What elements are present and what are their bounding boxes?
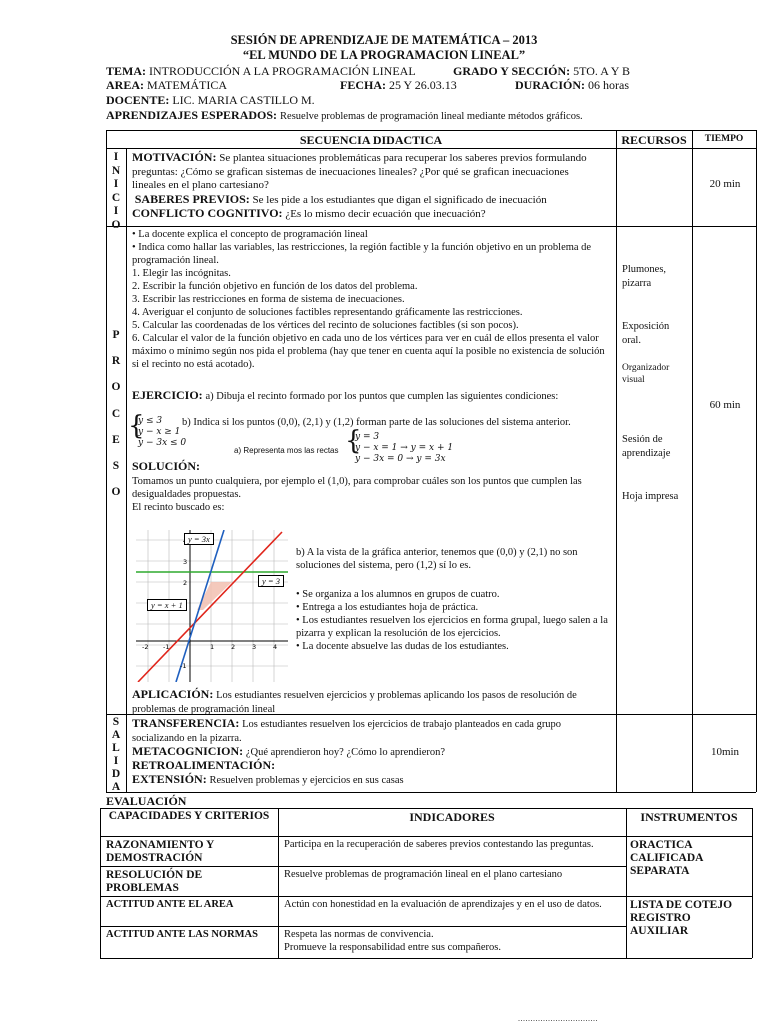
recurso-exposicion: Exposición oral. bbox=[622, 321, 670, 346]
conflicto-label: CONFLICTO COGNITIVO: bbox=[132, 206, 283, 220]
step-line: 2. Escribir la función objetivo en función de los datos del problema. bbox=[132, 281, 418, 293]
aprendizajes-row bbox=[106, 108, 583, 124]
cap-actitud-area: ACTITUD ANTE EL AREA bbox=[106, 899, 234, 910]
page-subtitle: “EL MUNDO DE LA PROGRAMACION LINEAL” bbox=[242, 48, 526, 62]
cap-resolucion: RESOLUCIÓN DE PROBLEMAS bbox=[106, 869, 203, 895]
retro-label: RETROALIMENTACIÓN: bbox=[132, 758, 276, 772]
svg-text:2: 2 bbox=[183, 579, 188, 587]
svg-text:2: 2 bbox=[231, 643, 236, 651]
proceso-steps bbox=[132, 228, 612, 371]
area-row bbox=[106, 78, 227, 93]
lines-brace: { bbox=[345, 426, 362, 456]
tema-label: TEMA: bbox=[106, 64, 146, 78]
extension-text: Resuelven problemas y ejercicios en sus casas bbox=[209, 775, 404, 786]
ejercicio-text: a) Dibuja el recinto formado por los puntos que cumplen las siguientes condiciones: bbox=[205, 391, 559, 402]
ejercicio-b: b) Indica si los puntos (0,0), (2,1) y (1,2) forman parte de las soluciones del sistema anterior. bbox=[182, 417, 571, 428]
col-tiempo: TIEMPO bbox=[704, 134, 744, 144]
evaluacion-title: EVALUACIÓN bbox=[106, 794, 187, 808]
step-line: 4. Averiguar el conjunto de soluciones factibles representando gráficamente las restricciones. bbox=[132, 307, 523, 319]
inicio-vertical: I N I C I O bbox=[111, 151, 121, 231]
lines-system: y = 3 y − x = 1 → y = x + 1 y − 3x = 0 → y = 3x bbox=[355, 432, 454, 464]
conflicto-cognitivo bbox=[132, 206, 612, 222]
col-recursos: RECURSOS bbox=[621, 133, 687, 147]
tema-row bbox=[106, 64, 416, 79]
step-line: • Indica como hallar las variables, las restricciones, la región factible y la función objetivo en un problema de programación lineal. bbox=[132, 242, 592, 267]
duracion-row bbox=[515, 78, 629, 93]
extension bbox=[132, 772, 612, 788]
transferencia bbox=[132, 716, 612, 745]
tema-value: INTRODUCCIÓN A LA PROGRAMACIÓN LINEAL bbox=[149, 64, 416, 78]
conflicto-text: ¿Es lo mismo decir ecuación que inecuación? bbox=[285, 208, 486, 220]
cap-razonamiento: RAZONAMIENTO Y DEMOSTRACIÓN bbox=[106, 839, 214, 865]
motivacion-label: MOTIVACIÓN: bbox=[132, 150, 217, 164]
docente-value: LIC. MARIA CASTILLO M. bbox=[172, 93, 315, 107]
svg-text:1: 1 bbox=[210, 643, 215, 651]
grado-label: GRADO Y SECCIÓN: bbox=[453, 64, 571, 78]
aplicacion bbox=[132, 687, 612, 716]
solucion-text: Tomamos un punto cualquiera, por ejemplo el (1,0), para comprobar cuáles son los puntos que cumplen las desigualdades propuestas. bbox=[132, 475, 582, 500]
recurso-hoja: Hoja impresa bbox=[622, 491, 679, 502]
duracion-label: DURACIÓN: bbox=[515, 78, 585, 92]
docente-row bbox=[106, 93, 315, 108]
ejercicio bbox=[132, 388, 612, 404]
proceso-vertical: P R O C E S O bbox=[111, 329, 121, 499]
inicio-time: 20 min bbox=[709, 178, 741, 190]
ind-actitud-normas: Respeta las normas de convivencia. Promueve la responsabilidad entre sus compañeros. bbox=[284, 929, 501, 953]
step-line: 3. Escribir las restricciones en forma de sistema de inecuaciones. bbox=[132, 294, 405, 306]
bullet-item: • Entrega a los estudiantes hoja de práctica. bbox=[296, 602, 479, 614]
recurso-plumones: Plumones, pizarra bbox=[622, 264, 667, 289]
graph-label-3: y = 3 bbox=[258, 575, 284, 587]
grado-value: 5TO. A Y B bbox=[573, 64, 631, 78]
recurso-organizador: Organizador visual bbox=[622, 363, 670, 386]
recinto-text: El recinto buscado es: bbox=[132, 501, 225, 513]
cap-actitud-normas: ACTITUD ANTE LAS NORMAS bbox=[106, 929, 258, 940]
aprendizajes-value: Resuelve problemas de programación lineal mediante métodos gráficos. bbox=[280, 111, 583, 122]
duracion-value: 06 horas bbox=[588, 78, 629, 92]
svg-text:-2: -2 bbox=[142, 643, 149, 651]
transferencia-label: TRANSFERENCIA: bbox=[132, 716, 240, 730]
ind-actitud-area: Actún con honestidad en la evaluación de aprendizajes y en el uso de datos. bbox=[284, 899, 602, 910]
recurso-sesion: Sesión de aprendizaje bbox=[622, 434, 671, 459]
docente-label: DOCENTE: bbox=[106, 93, 170, 107]
bullet-item: • Se organiza a los alumnos en grupos de cuatro. bbox=[296, 589, 500, 600]
motivacion bbox=[132, 150, 592, 193]
b-bullets bbox=[296, 588, 614, 653]
svg-text:3: 3 bbox=[183, 558, 188, 566]
step-line: • La docente explica el concepto de programación lineal bbox=[132, 229, 368, 240]
saberes-text: Se les pide a los estudiantes que digan el significado de inecuación bbox=[252, 194, 547, 206]
fecha-label: FECHA: bbox=[340, 78, 386, 92]
graph-label-x-plus-1: y = x + 1 bbox=[147, 599, 187, 611]
svg-text:3: 3 bbox=[252, 643, 257, 651]
col-instrumentos: INSTRUMENTOS bbox=[640, 810, 738, 824]
ejercicio-label: EJERCICIO: bbox=[132, 388, 203, 402]
page-title: SESIÓN DE APRENDIZAJE DE MATEMÁTICA – 2013 bbox=[230, 33, 538, 47]
col-capacidades: CAPACIDADES Y CRITERIOS bbox=[108, 810, 270, 822]
step-line: 5. Calcular las coordenadas de los vértices del recinto de soluciones factibles (si son pocos). bbox=[132, 320, 519, 332]
instr-lista-cotejo: LISTA DE COTEJO REGISTRO AUXILIAR bbox=[630, 899, 733, 938]
col-secuencia: SECUENCIA DIDACTICA bbox=[299, 133, 443, 147]
aplicacion-text: Los estudiantes resuelven ejercicios y problemas aplicando los pasos de resolución de problemas de programación lineal bbox=[132, 690, 577, 715]
represent-text: a) Representa mos las rectas bbox=[234, 446, 339, 455]
feasible-region bbox=[197, 582, 232, 610]
solucion bbox=[132, 459, 612, 514]
area-value: MATEMÁTICA bbox=[147, 78, 227, 92]
extension-label: EXTENSIÓN: bbox=[132, 772, 207, 786]
col-indicadores: INDICADORES bbox=[409, 810, 495, 824]
instr-practica: ORACTICA CALIFICADA SEPARATA bbox=[630, 839, 703, 878]
b-answer: b) A la vista de la gráfica anterior, tenemos que (0,0) y (2,1) no son soluciones del sistema, pero (1,2) sí lo es. bbox=[296, 547, 578, 572]
transferencia-text: Los estudiantes resuelven los ejercicios de trabajo planteados en cada grupo socializando en la pizarra. bbox=[132, 719, 562, 744]
svg-text:-1: -1 bbox=[180, 662, 187, 670]
aplicacion-label: APLICACIÓN: bbox=[132, 687, 214, 701]
area-label: AREA: bbox=[106, 78, 144, 92]
step-line: 6. Calcular el valor de la función objetivo en cada uno de los vértices para ver en cuál de ellos presenta el valor máximo o mínimo según nos pida el problema (hay que tener en cuenta aquí la posible no existencia de solución si el recinto no está acotado). bbox=[132, 333, 605, 371]
proceso-time: 60 min bbox=[709, 399, 741, 411]
ind-razonamiento: Participa en la recuperación de saberes previos contestando las preguntas. bbox=[284, 839, 594, 850]
salida-time: 10min bbox=[710, 746, 740, 758]
graph-label-3x: y = 3x bbox=[184, 533, 214, 545]
motivacion-text: Se plantea situaciones problemáticas para recuperar los saberes previos formulando preguntas: ¿Cómo se grafican sistemas de inecuaciones lineales? ¿Por qué se grafican inecuaciones lineales en el plano cartesiano? bbox=[132, 152, 587, 192]
salida-vertical: S A L I D A bbox=[111, 716, 121, 793]
bullet-item: • La docente absuelve las dudas de los estudiantes. bbox=[296, 641, 509, 653]
fecha-row bbox=[340, 78, 457, 93]
solucion-label: SOLUCIÓN: bbox=[132, 459, 201, 473]
saberes-label: SABERES PREVIOS: bbox=[134, 192, 250, 206]
system-brace: { bbox=[128, 411, 145, 441]
aprendizajes-label: APRENDIZAJES ESPERADOS: bbox=[106, 108, 278, 122]
signature-line: ................................ bbox=[518, 1014, 598, 1023]
inequality-system: y ≤ 3 y − x ≥ 1 y − 3x ≤ 0 bbox=[138, 416, 187, 448]
fecha-value: 25 Y 26.03.13 bbox=[389, 78, 457, 92]
bullet-item: • Los estudiantes resuelven los ejercicios en forma grupal, luego salen a la pizarra y explican la resolución de los ejercicios. bbox=[296, 615, 608, 640]
svg-text:-1: -1 bbox=[163, 643, 170, 651]
ind-resolucion: Resuelve problemas de programación lineal en el plano cartesiano bbox=[284, 869, 563, 880]
svg-text:4: 4 bbox=[273, 643, 278, 651]
grado-row bbox=[453, 64, 630, 79]
step-line: 1. Elegir las incógnitas. bbox=[132, 268, 231, 280]
metacognicion-text: ¿Qué aprendieron hoy? ¿Cómo lo aprendieron? bbox=[245, 747, 446, 758]
metacognicion-label: METACOGNICION: bbox=[132, 744, 244, 758]
